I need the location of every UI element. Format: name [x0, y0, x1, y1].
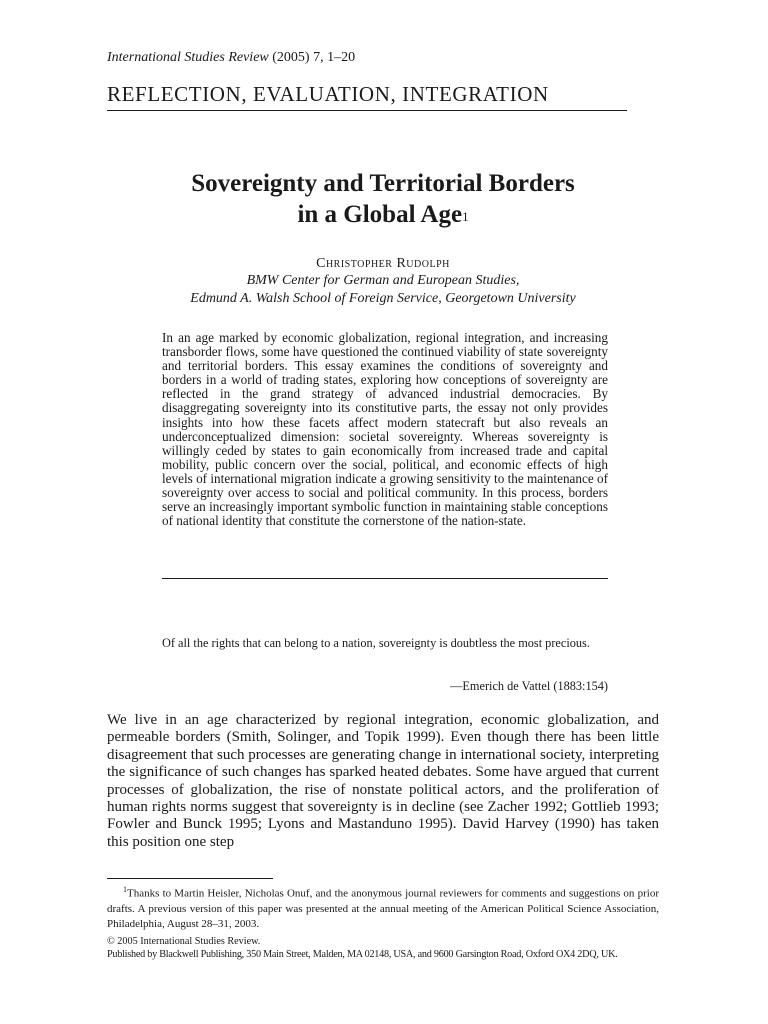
affiliation-line-2: Edmund A. Walsh School of Foreign Service, Georgetown University	[190, 291, 576, 306]
section-title: REFLECTION, EVALUATION, INTEGRATION	[107, 82, 549, 106]
footnote	[107, 882, 659, 932]
abstract: In an age marked by economic globalization, regional integration, and increasing transborder flows, some have questioned the continued viability of state sovereignty and territorial borders. This essay examines the conditions of sovereignty and borders in a world of trading states, exploring how conceptions of sovereignty are reflected in the grand strategy of advanced industrial democracies. By disaggregating sovereignty into its constitutive parts, the essay not only provides insights into how these facets affect modern statecraft but also reveals an underconceptualized dimension: societal sovereignty. Whereas sovereignty is willingly ceded by states to gain economically from increased trade and capital mobility, public concern over the social, political, and economic effects of high levels of international migration indicate a growing sensitivity to the maintenance of sovereignty over access to social and political community. In this process, borders serve an increasingly important symbolic function in maintaining stable conceptions of national identity that constitute the cornerstone of the nation-state.	[162, 330, 608, 529]
publisher-line: Published by Blackwell Publishing, 350 Main Street, Malden, MA 02148, USA, and 9600 Garsington Road, Oxford OX4 2DQ, UK.	[107, 949, 618, 960]
copyright-line: © 2005 International Studies Review.	[107, 936, 261, 947]
epigraph-quote: Of all the rights that can belong to a nation, sovereignty is doubtless the most precious.	[162, 636, 590, 650]
epigraph-attribution: —Emerich de Vattel (1883:154)	[450, 679, 608, 693]
footnote-text: Thanks to Martin Heisler, Nicholas Onuf, and the anonymous journal reviewers for comments and suggestions on prior drafts. A previous version of this paper was presented at the annual meeting of the American Political Science Association, Philadelphia, August 28–31, 2003.	[107, 887, 659, 930]
title-footnote-mark[interactable]: 1	[462, 209, 469, 224]
journal-citation: (2005) 7, 1–20	[268, 50, 356, 65]
title-line-1: Sovereignty and Territorial Borders	[191, 170, 575, 197]
journal-reference	[107, 50, 355, 66]
author-affiliation	[107, 272, 659, 308]
body-paragraph: We live in an age characterized by regional integration, economic globalization, and permeable borders (Smith, Solinger, and Topik 1999). Even though there has been little disagreement that such processes are generating change in international society, interpreting the significance of such changes has sparked heated debates. Some have argued that current processes of globalization, the rise of nonstate political actors, and the proliferation of human rights norms suggest that sovereignty is in decline (see Zacher 1992; Gottlieb 1993; Fowler and Bunck 1995; Lyons and Mastanduno 1995). David Harvey (1990) has taken this position one step	[107, 712, 659, 850]
affiliation-line-1: BMW Center for German and European Studies,	[246, 273, 520, 288]
title-line-2	[107, 199, 659, 230]
header-rule	[107, 110, 627, 111]
article-title	[107, 168, 659, 230]
journal-name: International Studies Review	[107, 50, 269, 65]
abstract-rule	[162, 578, 608, 579]
footnote-mark: 1	[123, 885, 127, 894]
title-line-2-text: in a Global Age	[297, 201, 463, 228]
author-name: Christopher Rudolph	[316, 256, 450, 271]
footnote-rule	[107, 878, 273, 879]
